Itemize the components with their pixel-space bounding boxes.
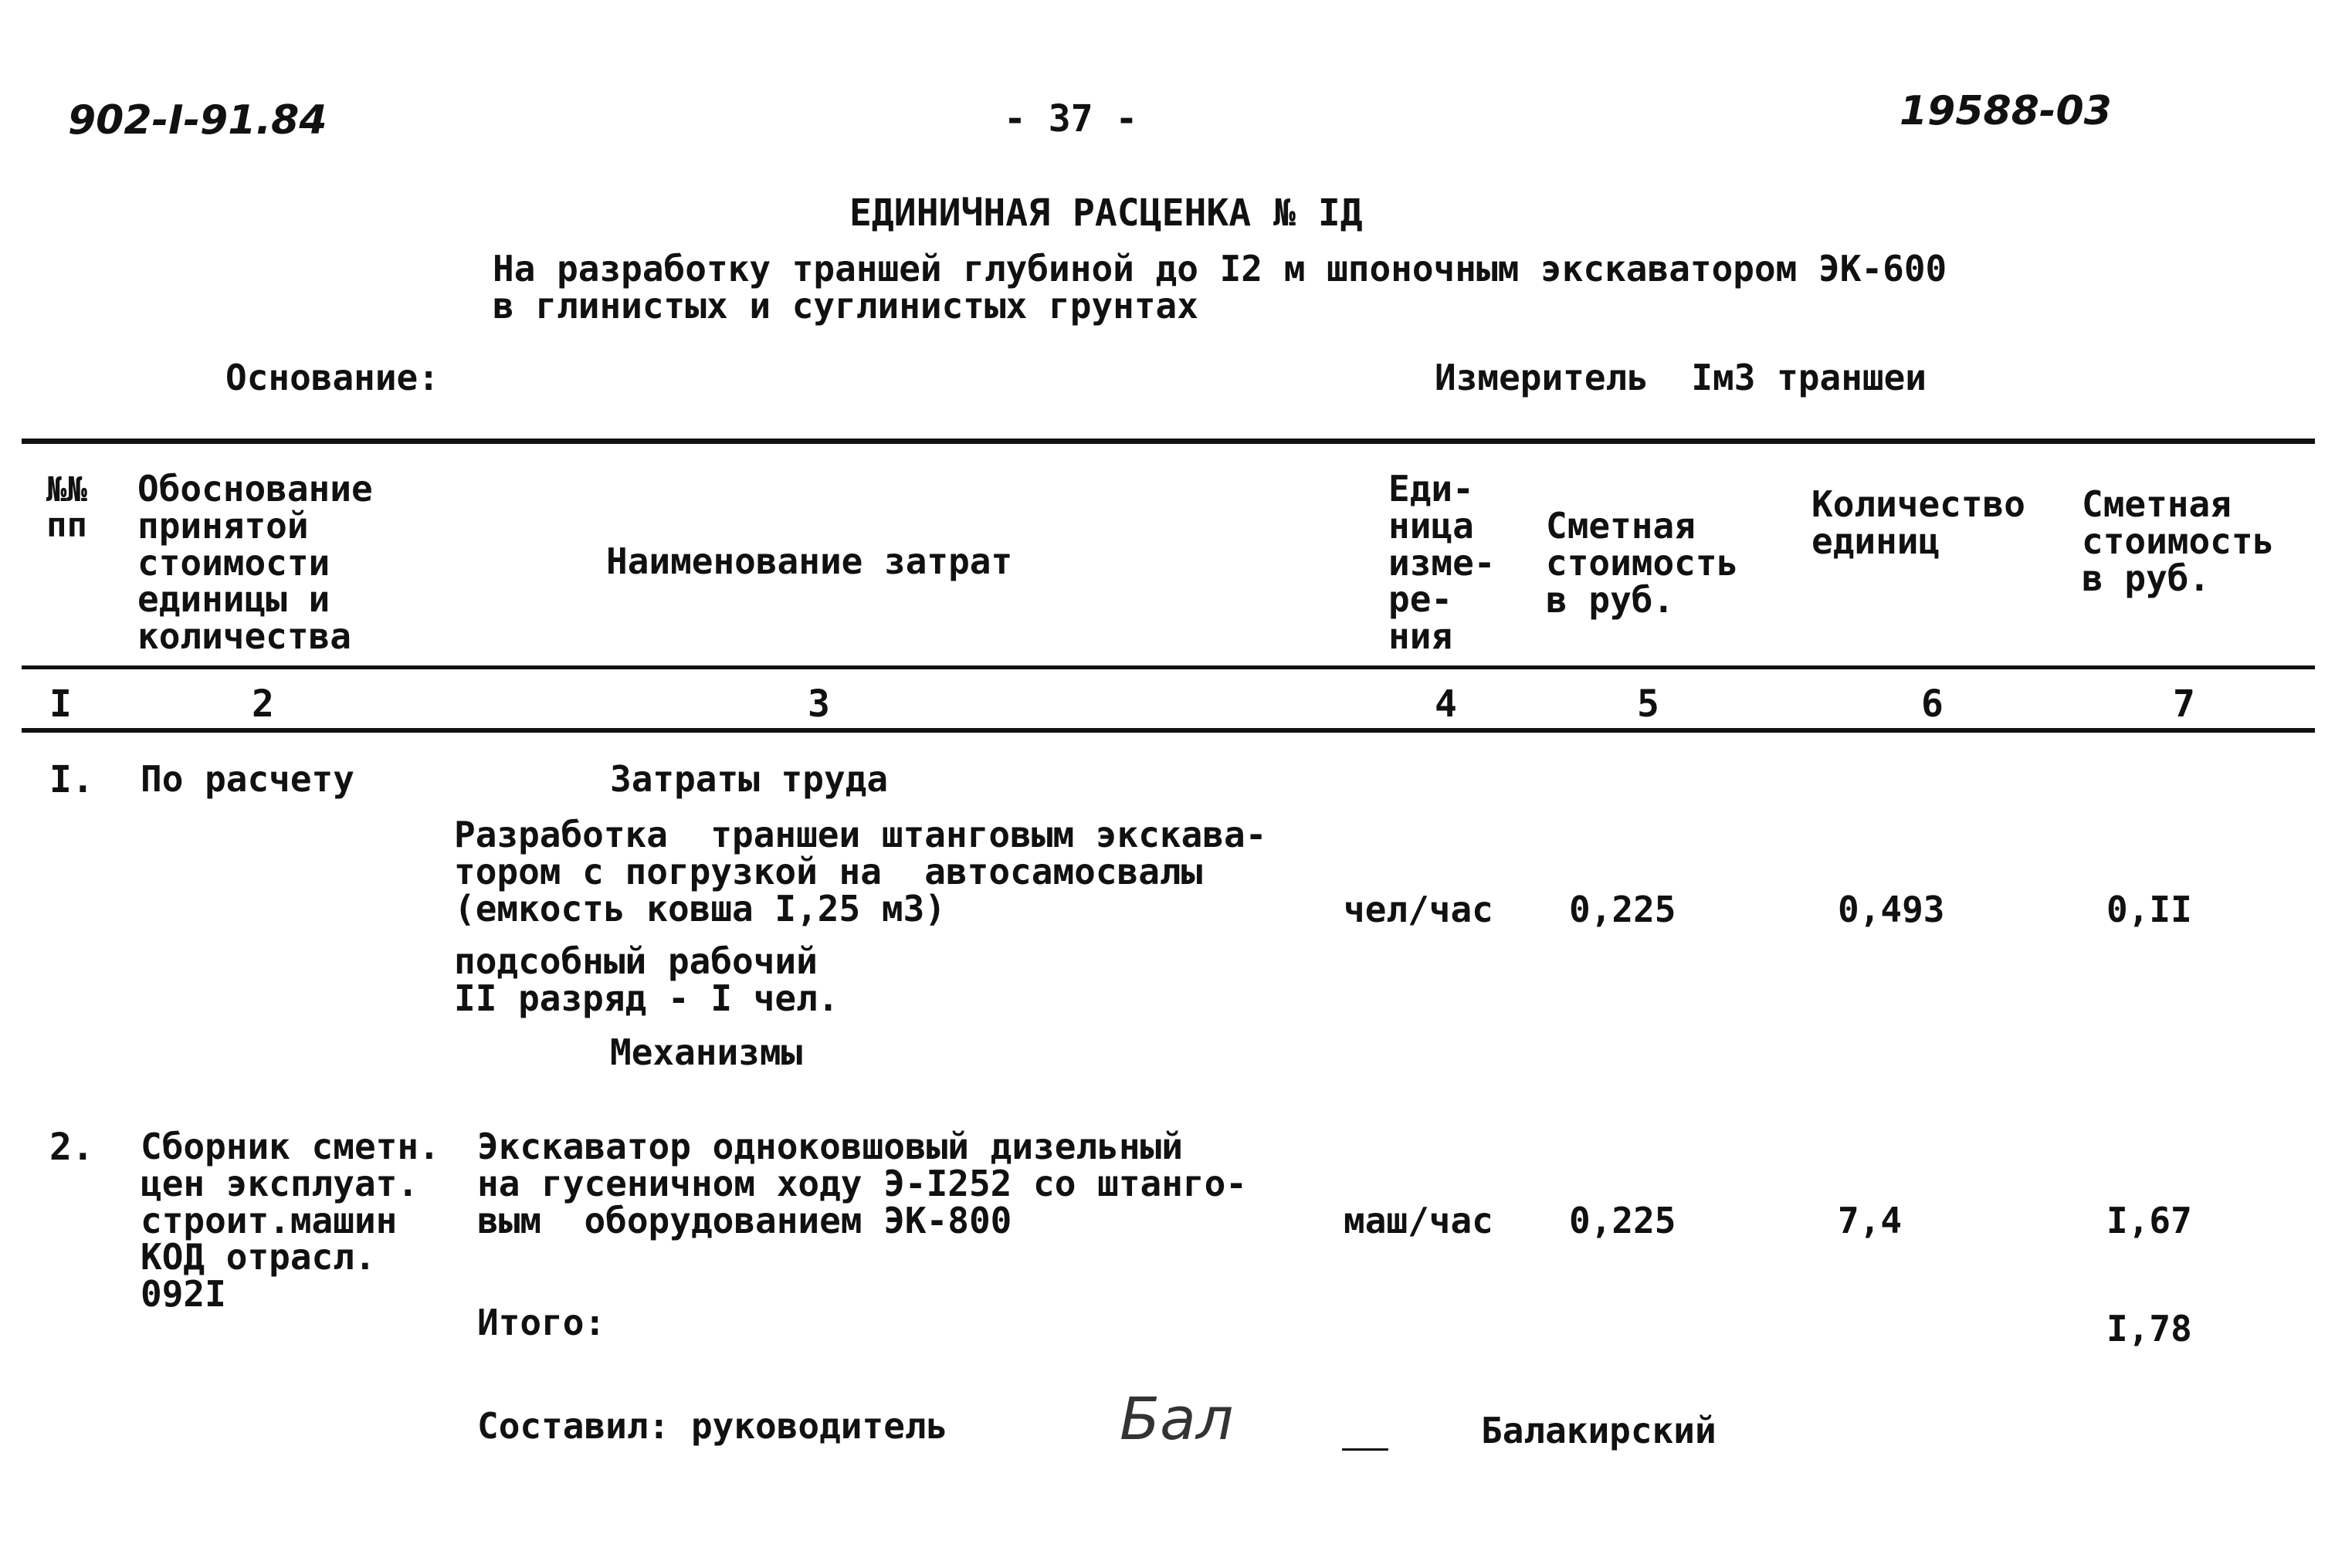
total-value: I,78 bbox=[2106, 1308, 2192, 1350]
page-subtitle-line2: в глинистых и суглинистых грунтах bbox=[493, 285, 1198, 327]
section-labor: Затраты труда bbox=[610, 758, 889, 800]
page-title: ЕДИНИЧНАЯ РАСЦЕНКА № IД bbox=[849, 191, 1363, 235]
table-top-rule bbox=[22, 439, 2315, 444]
header-unit: Еди- ница изме- ре- ния bbox=[1388, 468, 1496, 658]
row1-num: I. bbox=[49, 758, 94, 801]
header-cost-name: Наименование затрат bbox=[606, 540, 1013, 582]
column-number-5: 5 bbox=[1637, 682, 1659, 726]
doc-code: 902-I-91.84 bbox=[68, 97, 327, 144]
column-number-rule bbox=[22, 728, 2315, 733]
row1-description: Разработка траншеи штанговым экскава- тором с погрузкой на автосамосвалы (емкость ковша I,25 мЗ) bbox=[454, 814, 1267, 930]
row2-justification: Сборник сметн. цен эксплуат. строит.машин КОД отрасл. 092I bbox=[141, 1126, 440, 1316]
row1-quantity: 0,493 bbox=[1838, 889, 1945, 930]
total-label: Итого: bbox=[477, 1302, 606, 1343]
row1-total-cost: 0,II bbox=[2106, 889, 2192, 930]
column-number-6: 6 bbox=[1921, 682, 1944, 726]
page-subtitle-line1: На разработку траншей глубиной до I2 м шпоночным экскаватором ЭК-600 bbox=[493, 248, 1947, 290]
header-total-cost: Сметная стоимость в руб. bbox=[2082, 483, 2275, 599]
column-number-1: I bbox=[49, 682, 72, 726]
column-number-2: 2 bbox=[252, 682, 274, 726]
row2-unit: маш/час bbox=[1344, 1200, 1493, 1241]
row2-description: Экскаватор одноковшовый дизельный на гусеничном ходу Э-I252 со штанго- вым оборудованием ЭК-800 bbox=[477, 1126, 1247, 1241]
row2-quantity: 7,4 bbox=[1838, 1200, 1903, 1241]
header-justification: Обоснование принятой стоимости единицы и количества bbox=[137, 468, 373, 658]
signature: Бал bbox=[1120, 1384, 1234, 1453]
basis-label: Основание: bbox=[225, 357, 439, 398]
page-number: - 37 - bbox=[1004, 97, 1138, 141]
inventory-code: 19588-03 bbox=[1900, 88, 2112, 134]
row1-unit-cost: 0,225 bbox=[1569, 889, 1676, 930]
compiler-name: Балакирский bbox=[1481, 1410, 1717, 1451]
section-machines: Механизмы bbox=[610, 1031, 803, 1073]
column-number-7: 7 bbox=[2173, 682, 2195, 726]
row2-num: 2. bbox=[49, 1126, 94, 1169]
column-number-3: 3 bbox=[808, 682, 830, 726]
row2-unit-cost: 0,225 bbox=[1569, 1200, 1676, 1241]
row1-justification: По расчету bbox=[141, 758, 354, 800]
compiled-by: Составил: руководитель bbox=[477, 1405, 948, 1447]
header-quantity: Количество единиц bbox=[1811, 483, 2025, 562]
header-bottom-rule bbox=[22, 665, 2315, 669]
signature-dash bbox=[1342, 1448, 1388, 1451]
measure-label: Измеритель IмЗ траншеи bbox=[1435, 357, 1927, 398]
header-num: №№ пп bbox=[46, 470, 87, 545]
header-unit-cost: Сметная стоимость в руб. bbox=[1546, 505, 1739, 621]
row1-note: подсобный рабочий II разряд - I чел. bbox=[454, 940, 839, 1019]
column-number-4: 4 bbox=[1435, 682, 1457, 726]
row2-total-cost: I,67 bbox=[2106, 1200, 2192, 1241]
row1-unit: чел/час bbox=[1344, 889, 1493, 930]
